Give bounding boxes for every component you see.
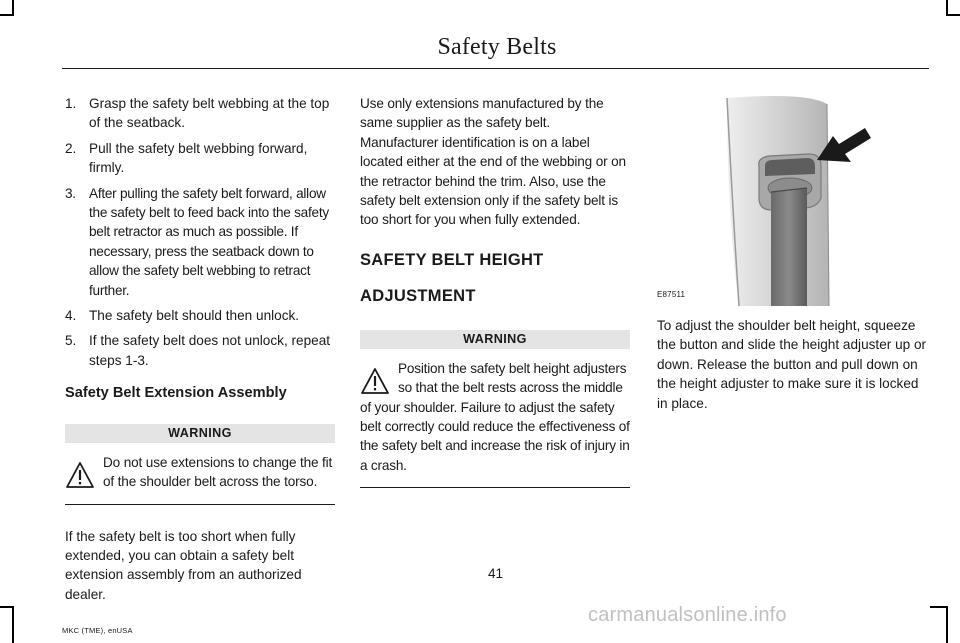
list-item xyxy=(65,94,335,133)
step-text: Pull the safety belt webbing forward, firmly. xyxy=(89,140,308,176)
warning-triangle-icon xyxy=(65,461,95,489)
warning-label: WARNING xyxy=(360,330,630,349)
column-3 xyxy=(657,94,929,413)
page-title: Safety Belts xyxy=(437,34,557,60)
crop-mark xyxy=(0,606,14,608)
belt-adjuster-illustration xyxy=(657,94,929,306)
section-heading-line: SAFETY BELT HEIGHT xyxy=(360,250,544,269)
crop-mark xyxy=(930,606,948,608)
belt-height-adjuster-figure xyxy=(657,94,929,306)
section-heading xyxy=(360,246,630,310)
warning-box xyxy=(65,443,335,505)
warning-triangle-icon xyxy=(360,367,390,395)
crop-mark xyxy=(12,606,14,643)
column-2 xyxy=(360,94,630,488)
list-item xyxy=(65,331,335,370)
list-item xyxy=(65,306,335,325)
crop-mark xyxy=(0,14,14,16)
figure-label: E87511 xyxy=(657,289,686,299)
step-number: 1. xyxy=(65,96,77,111)
warning-label: WARNING xyxy=(65,424,335,443)
warning-box xyxy=(360,349,630,488)
column-1 xyxy=(65,94,335,604)
crop-mark xyxy=(946,606,948,643)
step-number: 2. xyxy=(65,140,77,156)
list-item xyxy=(65,139,335,178)
step-text: The safety belt should then unlock. xyxy=(89,308,300,324)
section-heading-line: ADJUSTMENT xyxy=(360,286,476,305)
step-number: 3. xyxy=(65,185,76,201)
paragraph: To adjust the shoulder belt height, squeeze the button and slide the height adjuster up or down. Release the button and pull down on the height adjuster to make sure it is locked in place. xyxy=(657,318,927,411)
unlock-steps-list xyxy=(65,94,335,370)
warning-text: Position the safety belt height adjusters so that the belt rests across the middle of your shoulder. Failure to adjust the safety belt correctly could reduce the effectiveness of the safety belt and increase the risk of injury in a crash. xyxy=(360,360,630,473)
document-id: MKC (TME), enUSA xyxy=(62,626,133,635)
subheading: Safety Belt Extension Assembly xyxy=(65,385,287,402)
list-item xyxy=(65,184,335,300)
step-number: 4. xyxy=(65,308,77,324)
step-text: If the safety belt does not unlock, repeat steps 1-3. xyxy=(89,333,331,368)
step-text: Grasp the safety belt webbing at the top of the seatback. xyxy=(89,96,330,131)
warning-text: Do not use extensions to change the fit of the shoulder belt across the torso. xyxy=(103,454,333,490)
crop-mark xyxy=(946,14,960,16)
header-rule xyxy=(62,68,929,69)
page-number: 41 xyxy=(488,566,504,581)
paragraph: If the safety belt is too short when fully extended, you can obtain a safety belt extension assembly from an authorized dealer. xyxy=(65,528,302,602)
step-text: After pulling the safety belt forward, allow the safety belt to feed back into the safety belt retractor as much as possible. If necessary, press the seatback down to allow the safety belt webbing to retract further. xyxy=(89,185,329,298)
step-number: 5. xyxy=(65,333,77,349)
watermark: carmanualsonline.info xyxy=(588,604,787,626)
paragraph: Use only extensions manufactured by the same supplier as the safety belt. Manufacturer identification is on a label located either at the end of the webbing or on the retractor behind the trim. Also, use the safety belt extension only if the safety belt is too short for you when fully extended. xyxy=(360,96,626,228)
